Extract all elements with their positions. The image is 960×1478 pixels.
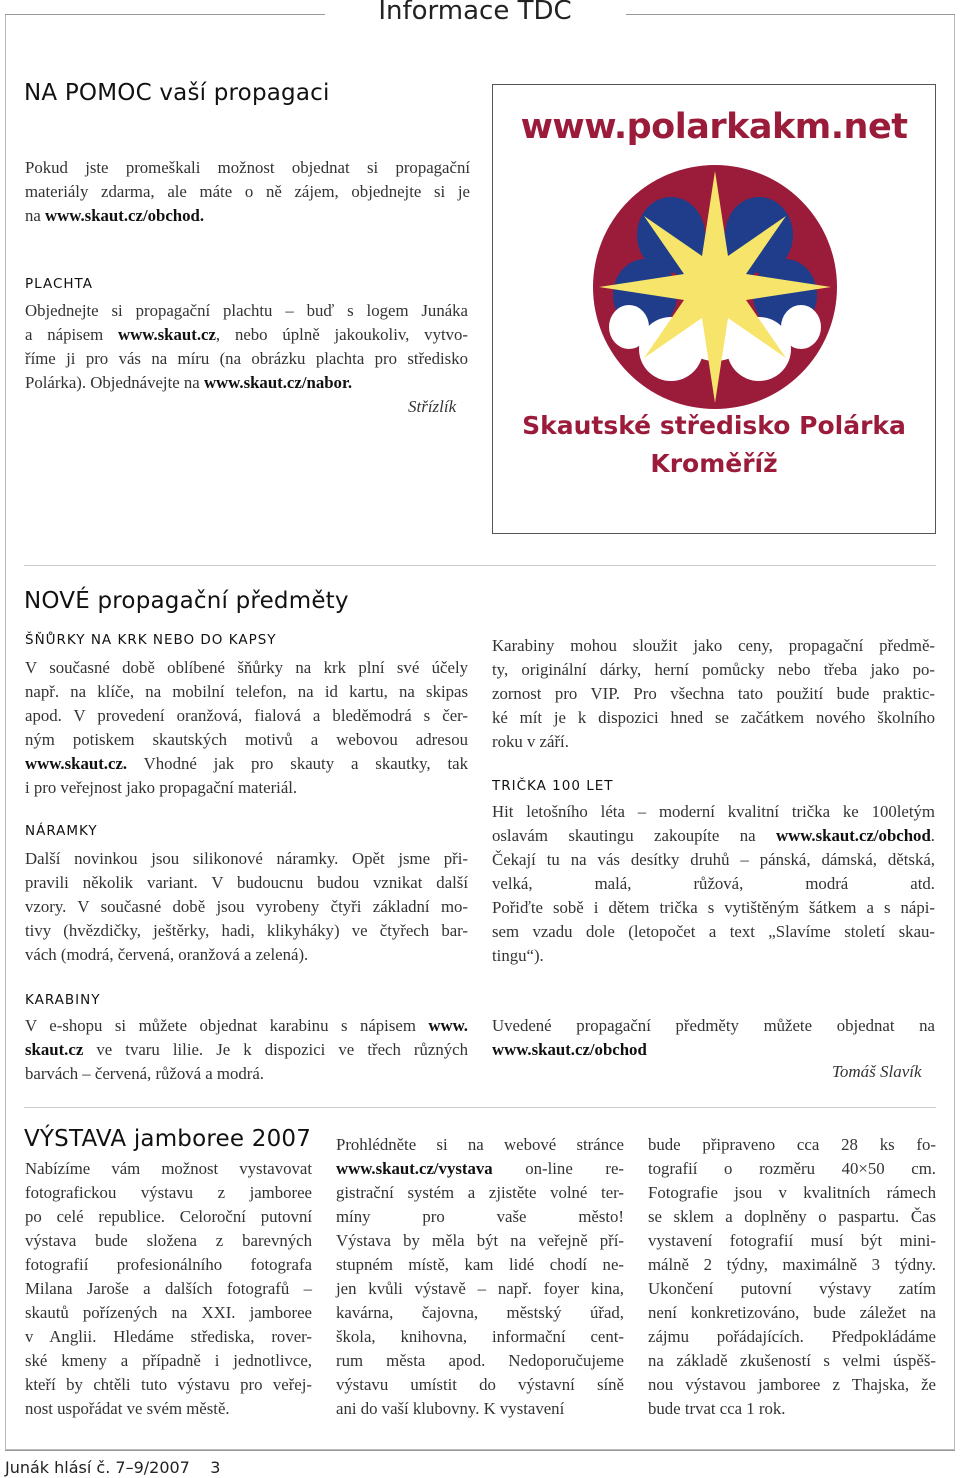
logo-name-line2: Kroměříž [650, 449, 778, 478]
text-line: Milana Jaroše a dalších fotografů – [25, 1279, 312, 1298]
promo-signature: Střízlík [408, 397, 457, 416]
text-line: fotografickou výstavu z jamboree [25, 1183, 312, 1202]
footer-rule [5, 1450, 955, 1451]
text-line: Fotografie jsou v kvalitních rámech [648, 1183, 936, 1202]
text-line: vách (modrá, červená, oranžová a zelená). [25, 945, 309, 964]
text-line: nost uspořádat ve svém městě. [25, 1399, 230, 1418]
text-line: kteří by chtěli tuto výstavu pro veřej- [25, 1375, 312, 1394]
text-line: škola, knihovna, informační cent- [336, 1327, 624, 1346]
text-line: po celé republice. Celoroční putovní [25, 1207, 312, 1226]
karabiny-heading: KARABINY [25, 992, 101, 1008]
nove-title: NOVÉ propagační předměty [24, 588, 349, 614]
text-line: ani do vaší klubovny. K vystavení [336, 1399, 565, 1418]
text-line: výstava bude složena z barevných [25, 1231, 312, 1250]
text-line: Hit letošního léta – moderní kvalitní trička ke 100letým [492, 802, 935, 821]
text-line: Pokud jste promeškali možnost objednat si propagační [25, 158, 470, 177]
header-rule-right [626, 14, 955, 15]
text-line: materiály zdarma, ale máte o ně zájem, objednejte si je [25, 182, 470, 201]
section-divider [24, 565, 936, 566]
text-line: Další novinkou jsou silikonové náramky. Opět jsme při- [25, 849, 468, 868]
bold-link-text: www. [428, 1016, 468, 1035]
text-line: není konkretizováno, bude záležet na [648, 1303, 936, 1322]
logo-url: www.polarkakm.net [520, 107, 908, 147]
bold-link-text: www.skaut.cz. [25, 754, 128, 773]
text-line: bude trvat cca 1 rok. [648, 1399, 786, 1418]
text-line: Objednejte si propagační plachtu – buď s logem Junáka [25, 301, 468, 320]
karabiny-text [25, 1014, 468, 1086]
text-line: zornost pro VIP. Pro všechna tato použití bude praktic- [492, 684, 935, 703]
text-line: Uvedené propagační předměty můžete objednat na [492, 1016, 935, 1035]
text-line: pravili několik variant. V budoucnu budou vznikat další [25, 873, 468, 892]
bold-link-text: www.skaut.cz/obchod [776, 826, 931, 845]
bold-link-text: www.skaut.cz/obchod [492, 1040, 647, 1059]
text-line: vystavení fotografií musí být mini- [648, 1231, 936, 1250]
logo-name-line1: Skautské středisko Polárka [522, 411, 906, 440]
text-line: málně 2 týdny, maximálně 3 týdny. [648, 1255, 936, 1274]
text-line: kavárna, čajovna, městský úřad, [336, 1303, 624, 1322]
text-line: nou výstavou jamboree z Thajska, že [648, 1375, 936, 1394]
promo-intro [25, 156, 470, 228]
text-line: ným potiskem skautských motivů a webovou adresou [25, 730, 468, 749]
text-line: bude připraveno cca 28 ks fo- [648, 1135, 936, 1154]
text-line: v Anglii. Hledáme střediska, rover- [25, 1327, 312, 1346]
text-line: Polárka). Objednávejte na www.skaut.cz/nabor. [25, 373, 353, 392]
text-line: Karabiny mohou sloužit jako ceny, propagační předmě- [492, 636, 935, 655]
vystava-col2 [336, 1133, 624, 1421]
header-rule-left [5, 14, 325, 15]
text-line: např. na klíče, na mobilní telefon, na id kartu, na skipas [25, 682, 468, 701]
naramky-heading: NÁRAMKY [25, 823, 98, 839]
text-line: říme ji pro vás na míru (na obrázku plachta pro středisko [25, 349, 468, 368]
promo-title: NA POMOC vaší propagaci [24, 80, 330, 106]
text-line: www.skaut.cz/vystava on-line re- [336, 1159, 624, 1178]
snurky-heading: ŠŇŮRKY NA KRK NEBO DO KAPSY [25, 632, 277, 648]
text-line: Nabízíme vám možnost vystavovat [25, 1159, 312, 1178]
text-line: ské kmeny a případně i jednotlivce, [25, 1351, 312, 1370]
text-line: stupném místě, kam lidé chodí ne- [336, 1255, 624, 1274]
text-line: míny pro vaše město! [336, 1207, 624, 1226]
text-line: rum města apod. Nedoporučujeme [336, 1351, 624, 1370]
bold-link-text: www.skaut.cz/obchod. [45, 206, 205, 225]
text-line: na základě zkušeností s velmi úspěš- [648, 1351, 936, 1370]
text-line: gistrační systém a zjistěte volné ter- [336, 1183, 624, 1202]
text-line: skaut.cz ve tvaru lilie. Je k dispozici ve třech různých [25, 1040, 468, 1059]
text-line: skautů pořízených na XXI. jamboree [25, 1303, 312, 1322]
vystava-col1 [25, 1157, 312, 1421]
text-line: i pro veřejnost jako propagační materiál. [25, 778, 298, 797]
bold-link-text: www.skaut.cz/nabor. [203, 373, 353, 392]
bold-link-text: skaut.cz [25, 1040, 84, 1059]
text-line: výstavu umístit do výstavní síně [336, 1375, 624, 1394]
text-line: se sklem a doplněny o paspartu. Čas [648, 1207, 936, 1226]
plachta-heading: PLACHTA [25, 276, 93, 292]
karabiny-uses-text [492, 634, 935, 754]
snurky-text [25, 656, 468, 800]
text-line: sem vzadu dole (letopočet a text „Slavíme století skau- [492, 922, 935, 941]
closing-text [492, 1014, 935, 1062]
text-line: Pořiďte sobě i dětem trička s vytištěným šátkem a s nápi- [492, 898, 935, 917]
polarka-logo-box [492, 84, 936, 534]
vystava-title: VÝSTAVA jamboree 2007 [24, 1126, 312, 1152]
text-line: www.skaut.cz. Vhodné jak pro skauty a skautky, tak [25, 754, 468, 773]
text-line: Výstava by měla být na veřejně pří- [336, 1231, 624, 1250]
text-line: oslavám skautingu zakoupíte na www.skaut.cz/obchod. [492, 826, 935, 845]
tricka-text [492, 800, 935, 968]
text-line: Prohlédněte si na webové stránce [336, 1135, 624, 1154]
naramky-text [25, 847, 468, 967]
text-line: jen kvůli výstavě – např. foyer kina, [336, 1279, 624, 1298]
text-line: a nápisem www.skaut.cz, nebo úplně jakoukoliv, vytvo- [25, 325, 468, 344]
text-line: vzory. V současné době jsou vyrobeny čtyři základní mo- [25, 897, 468, 916]
text-line: velká, malá, růžová, modrá atd. [492, 874, 935, 893]
header-title: Informace TDC [340, 0, 610, 26]
text-line: barvách – červená, růžová a modrá. [25, 1064, 265, 1083]
text-line: na www.skaut.cz/obchod. [25, 206, 205, 225]
text-line: Čekají tu na vás desítky druhů – pánská, dámská, dětská, [492, 850, 935, 869]
text-line: ké mít je k dispozici hned se začátkem nového školního [492, 708, 935, 727]
plachta-text [25, 299, 468, 395]
text-line: V e-shopu si můžete objednat karabinu s nápisem www. [25, 1016, 468, 1035]
text-line: zájmu pořádajících. Předpokládáme [648, 1327, 936, 1346]
section-divider-2 [24, 1107, 936, 1108]
text-line: roku v září. [492, 732, 569, 751]
bold-link-text: www.skaut.cz [118, 325, 216, 344]
page-footer: Junák hlásí č. 7–9/2007 3 [5, 1458, 221, 1477]
text-line: tivy (hvězdičky, ještěrky, hadi, klikyháky) ve čtyřech bar- [25, 921, 468, 940]
vystava-col3 [648, 1133, 936, 1421]
text-line: ty, originální dárky, herní pomůcky nebo třeba jako po- [492, 660, 935, 679]
tricka-heading: TRIČKA 100 LET [492, 778, 614, 794]
polarka-star-emblem-icon [591, 163, 839, 411]
text-line: Ukončení putovní výstavy zatím [648, 1279, 936, 1298]
nove-signature: Tomáš Slavík [832, 1062, 922, 1081]
text-line: tografií o rozměru 40×50 cm. [648, 1159, 936, 1178]
text-line: V současné době oblíbené šňůrky na krk plní své účely [25, 658, 468, 677]
text-line: apod. V provedení oranžová, fialová a bleděmodrá s čer- [25, 706, 468, 725]
text-line: fotografií profesionálního fotografa [25, 1255, 312, 1274]
bold-link-text: www.skaut.cz/vystava [336, 1159, 493, 1178]
text-line: tingu“). [492, 946, 544, 965]
text-line [492, 1038, 935, 1062]
